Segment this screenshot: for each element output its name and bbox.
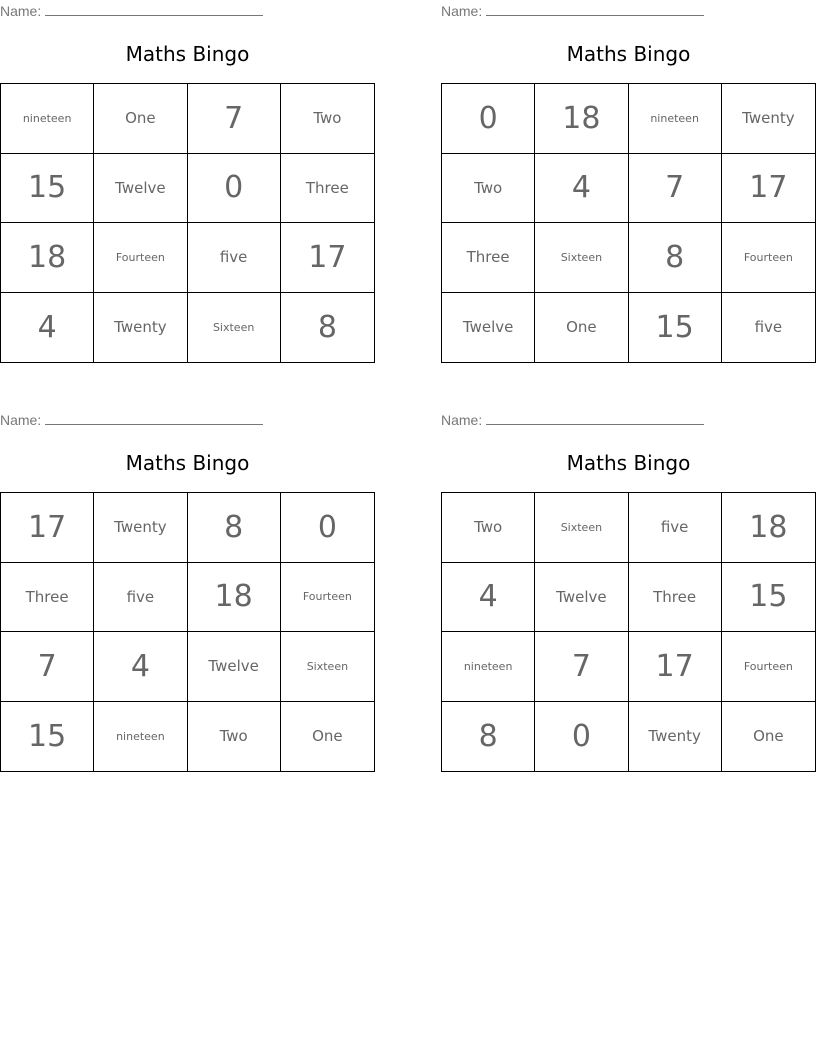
bingo-cell: 8: [317, 309, 337, 345]
card-title: Maths Bingo: [125, 451, 250, 475]
name-field: [441, 411, 704, 428]
bingo-cell: 7: [535, 632, 628, 702]
bingo-grid: [441, 83, 816, 363]
bingo-cell: Twelve: [442, 293, 535, 363]
bingo-cell: 7: [629, 154, 722, 224]
bingo-cell: Twelve: [94, 154, 187, 224]
name-field: [0, 2, 263, 19]
bingo-cell: 18: [535, 84, 628, 154]
name-line: [45, 411, 263, 425]
bingo-cell: Fourteen: [281, 563, 374, 633]
bingo-cell: Two: [442, 493, 535, 563]
bingo-cell: 17: [629, 632, 722, 702]
bingo-grid: [0, 492, 375, 772]
bingo-cell: Fourteen: [94, 223, 187, 293]
card-title: Maths Bingo: [566, 42, 691, 66]
bingo-cell: Sixteen: [281, 632, 374, 702]
card-title: Maths Bingo: [566, 451, 691, 475]
bingo-cell: 18: [188, 563, 281, 633]
bingo-cell: 18: [722, 493, 815, 563]
bingo-cell: nineteen: [1, 84, 94, 154]
bingo-cell: five: [94, 563, 187, 633]
bingo-cell: One: [94, 84, 187, 154]
bingo-cell: Twelve: [535, 563, 628, 633]
bingo-cell: 8: [629, 223, 722, 293]
bingo-cell: Twelve: [188, 632, 281, 702]
bingo-grid: [0, 83, 375, 363]
bingo-cell: nineteen: [442, 632, 535, 702]
name-label: Name:: [0, 3, 42, 19]
bingo-cell: 0: [535, 702, 628, 772]
bingo-cell: One: [753, 727, 784, 746]
bingo-cell: 15: [1, 702, 94, 772]
bingo-cell: Sixteen: [535, 223, 628, 293]
bingo-cell: 17: [281, 223, 374, 293]
bingo-cell: 17: [722, 154, 815, 224]
name-line: [486, 411, 704, 425]
bingo-cell: Twenty: [629, 702, 722, 772]
bingo-cell: Three: [629, 563, 722, 633]
bingo-cell: Three: [281, 154, 374, 224]
bingo-cell: 17: [1, 493, 94, 563]
bingo-cell: 8: [442, 702, 535, 772]
bingo-cell: Three: [442, 223, 535, 293]
bingo-cell: One: [535, 293, 628, 363]
bingo-cell: five: [188, 223, 281, 293]
bingo-cell: Two: [188, 702, 281, 772]
bingo-cell: 8: [188, 493, 281, 563]
bingo-cell: 0: [281, 493, 374, 563]
card-title: Maths Bingo: [125, 42, 250, 66]
bingo-cell: Two: [442, 154, 535, 224]
bingo-grid: [441, 492, 816, 772]
bingo-cell: 7: [1, 632, 94, 702]
name-line: [45, 2, 263, 16]
bingo-cell: Three: [1, 563, 94, 633]
bingo-cell: Twenty: [94, 293, 187, 363]
bingo-cell: 15: [1, 154, 94, 224]
bingo-cell: Fourteen: [722, 223, 815, 293]
bingo-cell: 4: [535, 154, 628, 224]
bingo-cell: 18: [1, 223, 94, 293]
bingo-cell: 4: [1, 293, 94, 363]
bingo-cell: Sixteen: [535, 493, 628, 563]
bingo-cell: five: [754, 318, 783, 337]
bingo-cell: 15: [722, 563, 815, 633]
bingo-cell: five: [629, 493, 722, 563]
bingo-cell: nineteen: [629, 84, 722, 154]
bingo-cell: Sixteen: [188, 293, 281, 363]
bingo-cell: 7: [188, 84, 281, 154]
name-field: [0, 411, 263, 428]
bingo-cell: nineteen: [94, 702, 187, 772]
bingo-cell: Twenty: [722, 84, 815, 154]
bingo-cell: 4: [94, 632, 187, 702]
bingo-cell: 0: [442, 84, 535, 154]
name-label: Name:: [441, 3, 483, 19]
bingo-cell: Twenty: [94, 493, 187, 563]
name-field: [441, 2, 704, 19]
bingo-cell: One: [312, 727, 343, 746]
bingo-cell: Fourteen: [722, 632, 815, 702]
name-line: [486, 2, 704, 16]
bingo-cell: 4: [442, 563, 535, 633]
bingo-cell: 15: [629, 293, 722, 363]
bingo-cell: 0: [188, 154, 281, 224]
name-label: Name:: [0, 412, 42, 428]
bingo-cell: Two: [281, 84, 374, 154]
name-label: Name:: [441, 412, 483, 428]
